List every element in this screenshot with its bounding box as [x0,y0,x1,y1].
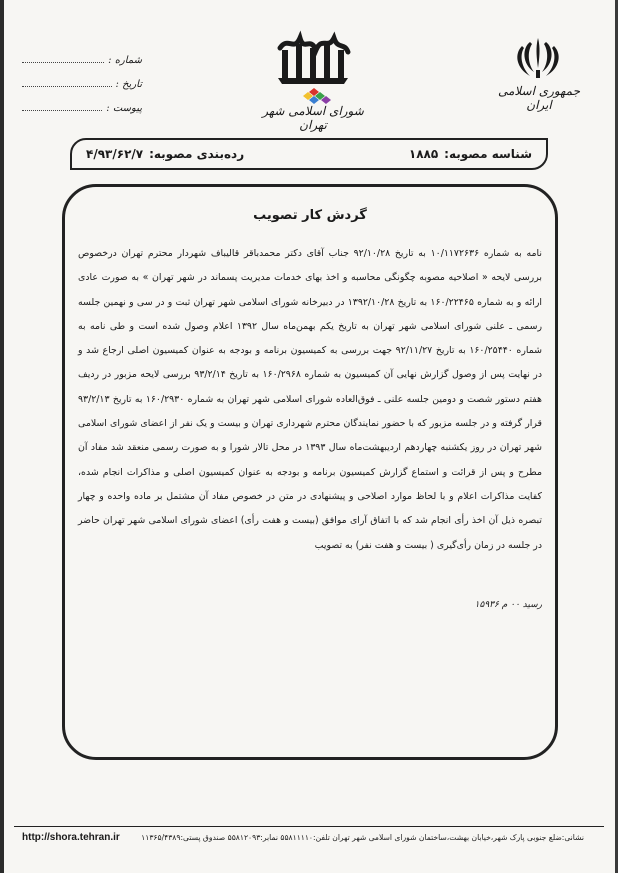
meta-date-row [22,66,142,90]
meta-attachment-row [22,90,142,114]
city-council-logo-icon [274,30,354,108]
meta-label: پیوست : [106,103,142,114]
approval-class-label: رده‌بندی مصوبه: [149,147,245,161]
meta-blank-line [22,52,104,63]
approval-id [409,147,532,161]
meta-label: شماره : [108,55,142,66]
document-title: گردش کار تصویب [253,208,367,223]
footer-url-link[interactable]: http://shora.tehran.ir [22,832,120,843]
meta-number-row [22,42,142,66]
body-paragraph: نامه به شماره ۱۰/۱۱۷۲۶۳۶ به تاریخ ۹۲/۱۰/۲۸ جناب آقای دکتر محمدباقر قالیباف شهردار محترم تهران درخصوص بررسی لایحه « اصلاحیه مصوبه چگونگی محاسبه و اخذ بهای خدمات مدیریت پسماند در شهر تهران » به صورت عادی ارائه و به شماره ۱۶۰/۲۲۴۶۵ به تاریخ ۱۳۹۲/۱۰/۲۸ در دبیرخانه شورای اسلامی شهر تهران ثبت و در سی و نهمین جلسه رسمی ـ علنی شورای اسلامی شهر تهران به تاریخ یکم بهمن‌ماه سال ۱۳۹۲ اعلام وصول شده است و طی نامه به شماره ۱۶۰/۲۵۴۴۰ به تاریخ ۹۲/۱۱/۲۷ جهت بررسی به کمیسیون برنامه و بودجه به عنوان کمیسیون اصلی ارجاع شد و در نهایت پس از وصول گزارش نهایی آن کمیسیون به شماره ۱۶۰/۲۹۶۸ به تاریخ ۹۳/۲/۱۴ بررسی لایحه مزبور در ردیف هفتم دستور شصت و دومین جلسه علنی ـ فوق‌العاده شورای اسلامی شهر تهران به شماره ۱۶۰/۲۹۳۰ به تاریخ ۹۳/۲/۱۳ قرار گرفته و در جلسه مزبور که با حضور نمایندگان محترم شهرداری تهران و بیست و یک نفر از اعضای شورای اسلامی شهر تهران در روز یکشنبه چهاردهم اردیبهشت‌ماه سال ۱۳۹۳ در محل تالار شورا و به صورت رسمی منعقد شد مفاد آن مطرح و پس از قرائت و استماع گزارش کمیسیون برنامه و بودجه به عنوان کمیسیون اصلی و مذاکرات انجام شده، کفایت مذاکرات اعلام و با لحاظ موارد اصلاحی و پیشنهادی در متن در خصوص مفاد آن مشتمل بر ماده واحده و چهار تبصره ذیل آن اخذ رأی انجام شد که با اتفاق آرای موافق (بیست و هفت رأی) اعضای شورای اسلامی شهر تهران حاضر در جلسه در زمان رأی‌گیری ( بیست و هفت نفر) به تصویب [78,248,543,551]
approval-id-label: شناسه مصوبه: [444,147,532,161]
approval-class-value: ۴/۹۳/۶۲/۷ [86,147,144,161]
approval-class [86,147,244,161]
footer-divider [14,826,604,827]
emblem-caption: جمهوری اسلامی ایران [497,84,581,112]
approval-id-value: ۱۸۸۵ [408,147,439,161]
iran-emblem-icon [510,34,566,82]
document-body [78,242,542,558]
meta-blank-line [22,100,102,111]
footer-address: نشانی:ضلع جنوبی پارک شهر،خیابان بهشت،ساختمان شورای اسلامی شهر تهران تلفن:۵۵۸۱۱۱۱۰ نمابر:۵۵۸۱۲۰۹۳ صندوق پستی:۱۱۳۶۵/۴۳۸۹ [141,833,584,842]
approval-id-box [70,138,548,170]
meta-label: تاریخ : [115,79,142,90]
receipt-note: رسید ۰۰ م ۱۵۹۳۶ [474,600,542,610]
letter-meta [22,42,142,114]
meta-blank-line [22,76,112,87]
scan-edge-left [0,0,4,873]
council-caption: شورای اسلامی شهر تهران [262,104,364,132]
